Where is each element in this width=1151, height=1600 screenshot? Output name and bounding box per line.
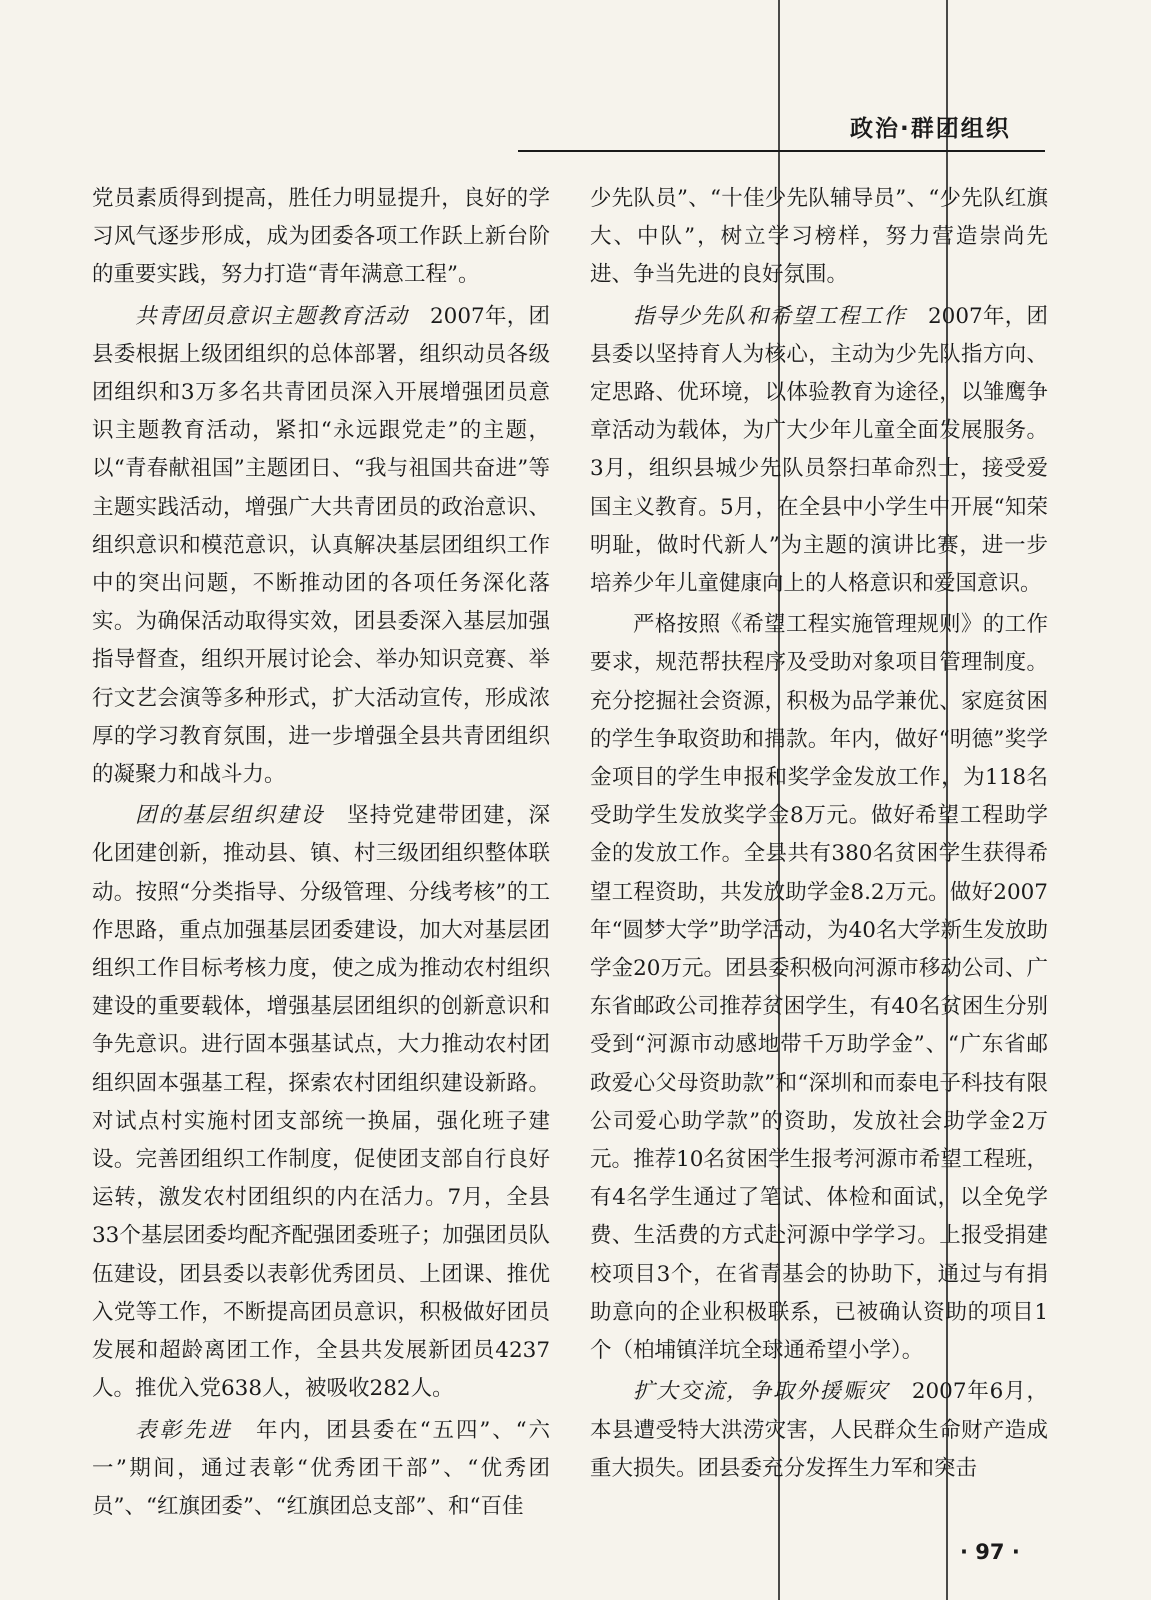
paragraph — [92, 797, 550, 1408]
paragraph-body: 2007年，团县委根据上级团组织的总体部署，组织动员各级团组织和3万多名共青团员深入开展增强团员意识主题教育活动，紧扣“永远跟党走”的主题，以“青春献祖国”主题团日、“我与祖国共奋进”等主题实践活动，增强广大共青团员的政治意识、组织意识和模范意识，认真解决基层团组织工作中的突出问题，不断推动团的各项任务深化落实。为确保活动取得实效，团县委深入基层加强指导督查，组织开展讨论会、举办知识竞赛、举行文艺会演等多种形式，扩大活动宣传，形成浓厚的学习教育氛围，进一步增强全县共青团组织的凝聚力和战斗力。 — [92, 303, 550, 788]
paragraph — [590, 298, 1048, 604]
right-column — [590, 180, 1048, 1488]
page-number: · 97 · — [960, 1540, 1020, 1564]
paragraph: 党员素质得到提高，胜任力明显提升，良好的学习风气逐步形成，成为团委各项工作跃上新台阶的重要实践，努力打造“青年满意工程”。 — [92, 186, 550, 288]
paragraph-body: 年内，团县委在“五四”、“六一”期间，通过表彰“优秀团干部”、“优秀团员”、“红旗团委”、“红旗团总支部”、和“百佳 — [92, 1417, 550, 1519]
header-rule — [518, 150, 1045, 152]
paragraph — [92, 1412, 550, 1527]
section-heading: 扩大交流，争取外援赈灾 — [633, 1379, 890, 1405]
paragraph: 严格按照《希望工程实施管理规则》的工作要求，规范帮扶程序及受助对象项目管理制度。充分挖掘社会资源，积极为品学兼优、家庭贫困的学生争取资助和捐款。年内，做好“明德”奖学金项目的学生申报和奖学金发放工作，为118名受助学生发放奖学金8万元。做好希望工程助学金的发放工作。全县共有380名贫困学生获得希望工程资助，共发放助学金8.2万元。做好2007年“圆梦大学”助学活动，为40名大学新生发放助学金20万元。团县委积极向河源市移动公司、广东省邮政公司推荐贫困学生，有40名贫困生分别受到“河源市动感地带千万助学金”、“广东省邮政爱心父母资助款”和“深圳和而泰电子科技有限公司爱心助学款”的资助，发放社会助学金2万元。推荐10名贫困学生报考河源市希望工程班，有4名学生通过了笔试、体检和面试，以全免学费、生活费的方式赴河源中学学习。上报受捐建校项目3个，在省青基会的协助下，通过与有捐助意向的企业积极联系，已被确认资助的项目1个（柏埔镇洋坑全球通希望小学）。 — [590, 612, 1048, 1364]
paragraph-body: 2007年6月，本县遭受特大洪涝灾害，人民群众生命财产造成重大损失。团县委充分发挥生力军和突击 — [590, 1379, 1048, 1481]
section-heading: 表彰先进 — [135, 1417, 233, 1443]
left-column — [92, 180, 550, 1526]
paragraph-body: 坚持党建带团建，深化团建创新，推动县、镇、村三级团组织整体联动。按照“分类指导、分级管理、分线考核”的工作思路，重点加强基层团委建设，加大对基层团组织工作目标考核力度，使之成为推动农村组织建设的重要载体，增强基层团组织的创新意识和争先意识。进行固本强基试点，大力推动农村团组织固本强基工程，探索农村团组织建设新路。对试点村实施村团支部统一换届，强化班子建设。完善团组织工作制度，促使团支部自行良好运转，激发农村团组织的内在活力。7月，全县33个基层团委均配齐配强团委班子；加强团员队伍建设，团县委以表彰优秀团员、上团课、推优入党等工作，不断提高团员意识，积极做好团员发展和超龄离团工作，全县共发展新团员4237人。推优入党638人，被吸收282人。 — [92, 803, 550, 1402]
paragraph-body: 2007年，团县委以坚持育人为核心，主动为少先队指方向、定思路、优环境，以体验教育为途径，以雏鹰争章活动为载体，为广大少年儿童全面发展服务。3月，组织县城少先队员祭扫革命烈士，接受爱国主义教育。5月，在全县中小学生中开展“知荣明耻，做时代新人”为主题的演讲比赛，进一步培养少年儿童健康向上的人格意识和爱国意识。 — [590, 303, 1048, 597]
section-heading: 共青团员意识主题教育活动 — [135, 303, 409, 329]
paragraph — [590, 1373, 1048, 1488]
section-heading: 指导少先队和希望工程工作 — [633, 303, 907, 329]
paragraph — [92, 298, 550, 795]
paragraph: 少先队员”、“十佳少先队辅导员”、“少先队红旗大、中队”，树立学习榜样，努力营造崇尚先进、争当先进的良好氛围。 — [590, 186, 1048, 288]
running-head: 政治·群团组织 — [850, 116, 1011, 142]
section-heading: 团的基层组织建设 — [135, 803, 325, 829]
